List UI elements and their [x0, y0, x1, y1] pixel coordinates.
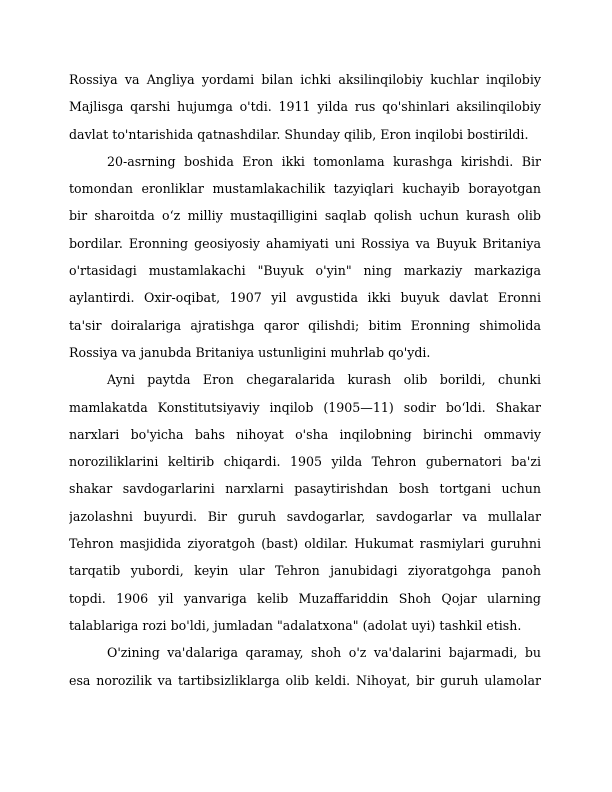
text-line-11: Rossiya va janubda Britaniya ustunligini muhrlab qo'ydi.	[69, 344, 431, 360]
text-line-7: bordilar. Eronning geosiyosiy ahamiyati uni Rossiya va Buyuk Britaniya	[69, 235, 541, 251]
text-line-15: noroziliklarini keltirib chiqardi. 1905 yilda Tehron gubernatori ba'zi	[69, 454, 541, 470]
text-line-5: tomondan eronliklar mustamlakachilik tazyiqlari kuchayib borayotgan	[69, 181, 541, 197]
paragraph-2-first-line: 20-asrning boshida Eron ikki tomonlama kurashga kirishdi. Bir	[107, 153, 541, 169]
text-line-23: esa norozilik va tartibsizliklarga olib keldi. Nihoyat, bir guruh ulamolar	[69, 672, 541, 688]
text-line-21: talablariga rozi bo'ldi, jumladan "adalatxona" (adolat uyi) tashkil etish.	[69, 617, 522, 633]
text-line-16: shakar savdogarlarini narxlarni pasaytirishdan bosh tortgani uchun	[69, 481, 541, 497]
text-line-6: bir sharoitda o‘z milliy mustaqilligini saqlab qolish uchun kurash olib	[69, 208, 541, 224]
paragraph-4-first-line: O'zining va'dalariga qaramay, shoh o'z va'dalarini bajarmadi, bu	[107, 645, 541, 661]
text-line-8: o'rtasidagi mustamlakachi "Buyuk o'yin" ning markaziy markaziga	[69, 263, 541, 279]
text-line-2: Majlisga qarshi hujumga o'tdi. 1911 yilda rus qo'shinlari aksilinqilobiy	[69, 99, 541, 115]
document-page	[69, 66, 541, 694]
paragraph-3-first-line: Ayni paytda Eron chegaralarida kurash olib borildi, chunki	[107, 372, 541, 388]
text-line-1: Rossiya va Angliya yordami bilan ichki aksilinqilobiy kuchlar inqilobiy	[69, 72, 541, 87]
text-line-9: aylantirdi. Oxir-oqibat, 1907 yil avgustida ikki buyuk davlat Eronni	[69, 290, 541, 306]
text-line-13: mamlakatda Konstitutsiyaviy inqilob (1905—11) sodir bo‘ldi. Shakar	[69, 399, 541, 415]
text-line-19: tarqatib yubordi, keyin ular Tehron janubidagi ziyoratgohga panoh	[69, 563, 541, 579]
text-line-14: narxlari bo'yicha bahs nihoyat o'sha inqilobning birinchi ommaviy	[69, 426, 541, 442]
text-line-20: topdi. 1906 yil yanvariga kelib Muzaffariddin Shoh Qojar ularning	[69, 590, 541, 606]
text-line-18: Tehron masjidida ziyoratgoh (bast) oldilar. Hukumat rasmiylari guruhni	[69, 536, 541, 552]
text-line-17: jazolashni buyurdi. Bir guruh savdogarlar, savdogarlar va mullalar	[69, 508, 541, 524]
text-line-10: ta'sir doiralariga ajratishga qaror qilishdi; bitim Eronning shimolida	[69, 317, 541, 333]
text-line-3: davlat to'ntarishida qatnashdilar. Shunday qilib, Eron inqilobi bostirildi.	[69, 126, 529, 142]
